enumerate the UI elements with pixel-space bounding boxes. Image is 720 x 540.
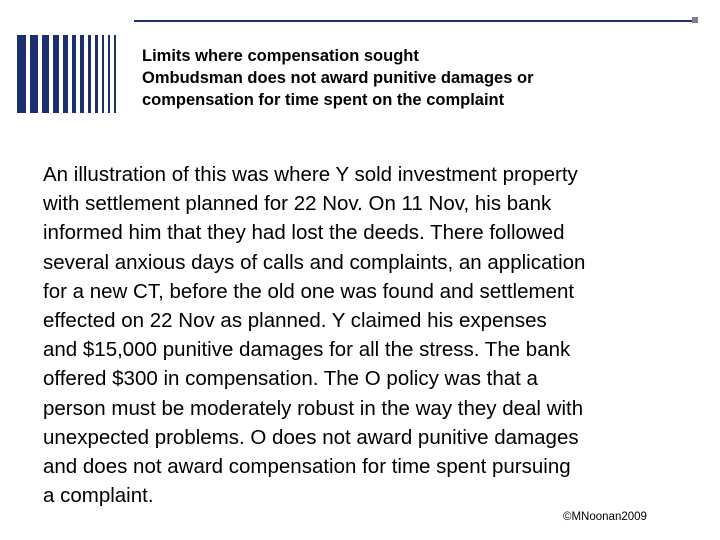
decor-bar — [114, 35, 116, 113]
body-line: a complaint. — [43, 484, 154, 508]
body-line: effected on 22 Nov as planned. Y claimed his expenses — [43, 309, 547, 333]
top-rule — [134, 20, 696, 22]
body-line: person must be moderately robust in the way they deal with — [43, 396, 584, 420]
decor-bar — [95, 35, 98, 113]
body-line: with settlement planned for 22 Nov. On 11 Nov, his bank — [43, 192, 552, 216]
decor-bar — [42, 35, 49, 113]
decor-bar — [72, 35, 76, 113]
body-line: informed him that they had lost the deeds. There followed — [43, 221, 565, 245]
body-line: and $15,000 punitive damages for all the stress. The bank — [43, 338, 571, 362]
corner-square — [692, 17, 698, 23]
decor-bar — [63, 35, 68, 113]
body-line: for a new CT, before the old one was found and settlement — [43, 279, 575, 303]
body-line: unexpected problems. O does not award punitive damages — [43, 425, 579, 449]
title-line: Ombudsman does not award punitive damages or — [142, 69, 534, 87]
decor-bar — [53, 35, 59, 113]
title-line: Limits where compensation sought — [142, 47, 419, 65]
decor-bar — [88, 35, 91, 113]
decor-bar — [102, 35, 104, 113]
decor-bar — [30, 35, 38, 113]
body-line: An illustration of this was where Y sold investment property — [43, 163, 578, 186]
decor-bar — [108, 35, 110, 113]
slide-title — [142, 45, 702, 111]
decor-bar — [80, 35, 84, 113]
body-line: and does not award compensation for time spent pursuing — [43, 455, 571, 479]
copyright-footer: ©MNoonan2009 — [563, 511, 647, 523]
title-line: compensation for time spent on the complaint — [142, 91, 505, 109]
body-line: several anxious days of calls and complaints, an application — [43, 250, 586, 274]
slide-body — [43, 160, 703, 510]
body-line: offered $300 in compensation. The O policy was that a — [43, 367, 538, 391]
decor-bar — [17, 35, 26, 113]
decorative-bars — [17, 35, 128, 113]
